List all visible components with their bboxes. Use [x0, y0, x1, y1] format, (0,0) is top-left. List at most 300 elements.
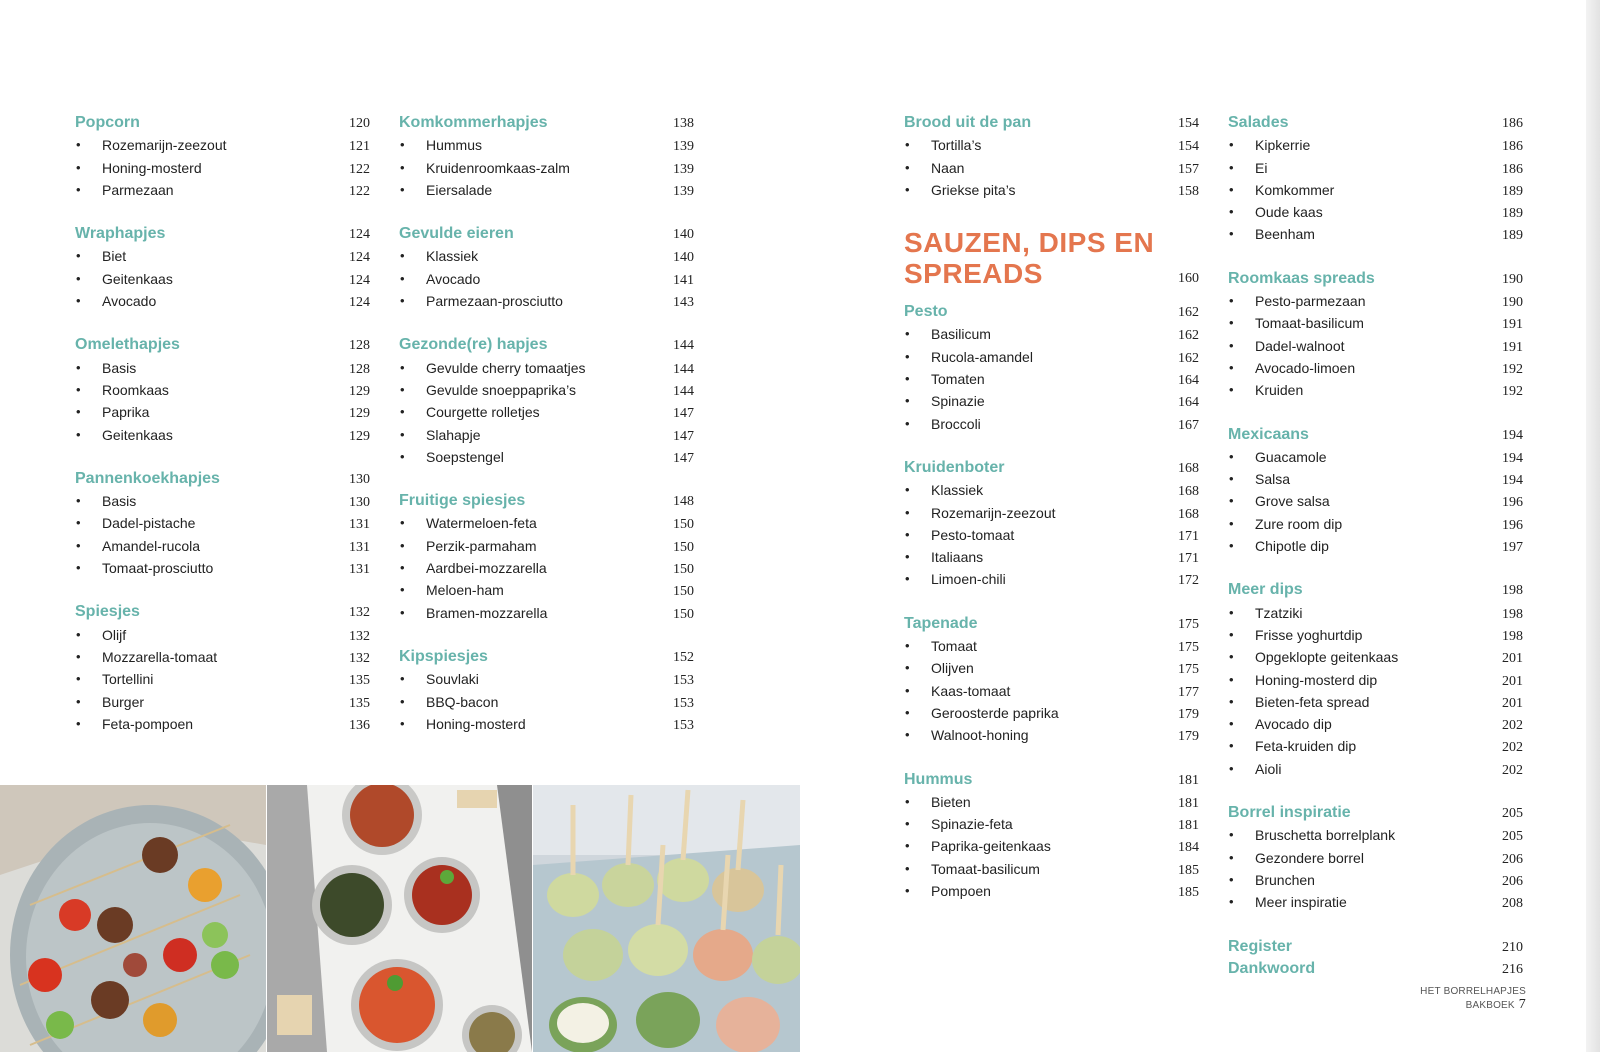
- toc-section: [75, 601, 370, 735]
- item-label: • Olijf: [75, 624, 126, 646]
- item-label: • Walnoot-honing: [904, 724, 1029, 746]
- toc-item: [399, 424, 694, 446]
- item-page: 144: [673, 361, 694, 377]
- item-page: 191: [1502, 339, 1523, 355]
- section-title: Borrel inspiratie: [1228, 804, 1351, 822]
- item-label: • Meer inspiratie: [1228, 891, 1347, 913]
- extra-title: Dankwoord: [1228, 959, 1316, 977]
- toc-section: [75, 223, 370, 312]
- toc-item: [75, 490, 370, 512]
- toc-section: [904, 457, 1199, 591]
- item-label: • Burger: [75, 691, 144, 713]
- toc-section: [399, 646, 694, 735]
- toc-section-heading: [399, 490, 694, 512]
- toc-item: [1228, 669, 1523, 691]
- section-title: Gevulde eieren: [399, 225, 514, 243]
- item-page: 121: [349, 139, 370, 155]
- toc-section-heading: [75, 334, 370, 356]
- toc-item: [904, 568, 1199, 590]
- section-page: 140: [673, 227, 694, 243]
- item-page: 172: [1178, 573, 1199, 589]
- toc-item: [904, 524, 1199, 546]
- section-title: Komkommerhapjes: [399, 114, 548, 131]
- section-page: 132: [349, 605, 370, 621]
- item-label: • Paprika-geitenkaas: [904, 835, 1051, 857]
- item-page: 168: [1178, 506, 1199, 522]
- toc-section: [75, 468, 370, 579]
- item-page: 201: [1502, 651, 1523, 667]
- item-page: 208: [1502, 896, 1523, 912]
- item-label: • Italiaans: [904, 546, 983, 568]
- toc-item: [399, 535, 694, 557]
- item-page: 171: [1178, 528, 1199, 544]
- toc-item: [904, 390, 1199, 412]
- toc-section-heading: [75, 112, 370, 134]
- item-label: • Zure room dip: [1228, 513, 1342, 535]
- footer-page-number: 7: [1518, 997, 1526, 1012]
- toc-item: [75, 379, 370, 401]
- item-label: • Roomkaas: [75, 379, 169, 401]
- item-label: • Avocado dip: [1228, 713, 1332, 735]
- toc-item: [75, 646, 370, 668]
- item-label: • Spinazie: [904, 390, 985, 412]
- item-label: • Tomaat: [904, 635, 977, 657]
- toc-item: [75, 535, 370, 557]
- item-page: 131: [349, 539, 370, 555]
- item-page: 194: [1502, 450, 1523, 466]
- toc-item: [1228, 735, 1523, 757]
- item-label: • Basilicum: [904, 323, 991, 345]
- item-label: • Tomaat-prosciutto: [75, 557, 213, 579]
- item-page: 128: [349, 361, 370, 377]
- toc-section-heading: [904, 613, 1199, 635]
- item-page: 202: [1502, 762, 1523, 778]
- section-page: 162: [1178, 305, 1199, 321]
- item-page: 186: [1502, 139, 1523, 155]
- toc-item: [75, 290, 370, 312]
- item-page: 153: [673, 673, 694, 689]
- item-label: • Naan: [904, 157, 964, 179]
- toc-item: [904, 813, 1199, 835]
- toc-column-2: [399, 112, 694, 757]
- toc-item: [904, 724, 1199, 746]
- toc-item: [904, 546, 1199, 568]
- item-label: • Tomaat-basilicum: [904, 858, 1040, 880]
- toc-item: [399, 357, 694, 379]
- item-label: • Beenham: [1228, 223, 1315, 245]
- toc-item: [1228, 824, 1523, 846]
- toc-item: [75, 357, 370, 379]
- toc-item: [904, 502, 1199, 524]
- toc-section: [904, 112, 1199, 201]
- item-page: 186: [1502, 161, 1523, 177]
- toc-column-4: [1228, 112, 1523, 980]
- item-page: 185: [1178, 885, 1199, 901]
- item-page: 144: [673, 383, 694, 399]
- toc-item: [1228, 869, 1523, 891]
- section-page: 124: [349, 227, 370, 243]
- item-label: • Aardbei-mozzarella: [399, 557, 547, 579]
- zucchini-rolls-photo: [533, 785, 800, 1052]
- item-page: 196: [1502, 517, 1523, 533]
- item-page: 129: [349, 406, 370, 422]
- item-page: 189: [1502, 228, 1523, 244]
- toc-item: [75, 713, 370, 735]
- item-label: • Parmezaan: [75, 179, 174, 201]
- toc-item: [904, 413, 1199, 435]
- section-title: Meer dips: [1228, 581, 1303, 599]
- toc-section-heading: [1228, 579, 1523, 601]
- item-page: 130: [349, 495, 370, 511]
- item-page: 139: [673, 161, 694, 177]
- item-label: • Broccoli: [904, 413, 981, 435]
- item-label: • Amandel-rucola: [75, 535, 200, 557]
- item-page: 177: [1178, 684, 1199, 700]
- item-label: • Pesto-tomaat: [904, 524, 1014, 546]
- toc-item: [1228, 223, 1523, 245]
- item-label: • Feta-kruiden dip: [1228, 735, 1356, 757]
- item-page: 158: [1178, 183, 1199, 199]
- item-label: • BBQ-bacon: [399, 691, 498, 713]
- toc-item: [75, 245, 370, 267]
- item-label: • Rozemarijn-zeezout: [75, 134, 227, 156]
- toc-section-heading: [1228, 802, 1523, 824]
- item-page: 147: [673, 428, 694, 444]
- item-page: 139: [673, 183, 694, 199]
- item-page: 135: [349, 673, 370, 689]
- section-page: 198: [1502, 583, 1523, 599]
- item-page: 140: [673, 250, 694, 266]
- section-page: 148: [673, 494, 694, 510]
- section-title: Gezonde(re) hapjes: [399, 336, 548, 354]
- toc-extra-heading: [1228, 958, 1523, 980]
- toc-section-heading: [399, 646, 694, 668]
- item-page: 131: [349, 517, 370, 533]
- toc-section-heading: [75, 601, 370, 623]
- toc-column-3: [904, 112, 1199, 924]
- toc-item: [1228, 891, 1523, 913]
- toc-section: [399, 490, 694, 624]
- item-label: • Souvlaki: [399, 668, 479, 690]
- section-title: Brood uit de pan: [904, 114, 1032, 131]
- item-label: • Oude kaas: [1228, 201, 1323, 223]
- section-title: Omelethapjes: [75, 336, 180, 354]
- item-page: 181: [1178, 818, 1199, 834]
- page-footer: [1380, 986, 1526, 1013]
- item-page: 198: [1502, 628, 1523, 644]
- item-label: • Mozzarella-tomaat: [75, 646, 217, 668]
- toc-section: [1228, 424, 1523, 558]
- item-label: • Basis: [75, 490, 136, 512]
- pesto-bowls-photo: [267, 785, 532, 1052]
- item-label: • Tzatziki: [1228, 602, 1302, 624]
- item-label: • Opgeklopte geitenkaas: [1228, 646, 1398, 668]
- section-page: 128: [349, 338, 370, 354]
- toc-item: [75, 557, 370, 579]
- toc-item: [399, 602, 694, 624]
- section-title: Wraphapjes: [75, 225, 166, 243]
- item-page: 164: [1178, 395, 1199, 411]
- item-page: 141: [673, 272, 694, 288]
- item-page: 197: [1502, 540, 1523, 556]
- item-page: 179: [1178, 706, 1199, 722]
- item-page: 201: [1502, 673, 1523, 689]
- section-title: Hummus: [904, 770, 973, 788]
- section-page: 152: [673, 649, 694, 665]
- item-page: 122: [349, 183, 370, 199]
- item-label: • Rozemarijn-zeezout: [904, 502, 1056, 524]
- item-label: • Honing-mosterd: [399, 713, 526, 735]
- toc-item: [1228, 602, 1523, 624]
- toc-section: [1228, 268, 1523, 402]
- item-page: 147: [673, 450, 694, 466]
- section-title: Salades: [1228, 114, 1289, 131]
- item-page: 175: [1178, 640, 1199, 656]
- toc-section-heading: [75, 468, 370, 490]
- item-page: 153: [673, 717, 694, 733]
- section-page: 168: [1178, 460, 1199, 476]
- item-label: • Bramen-mozzarella: [399, 602, 547, 624]
- toc-item: [1228, 468, 1523, 490]
- toc-item: [75, 134, 370, 156]
- toc-item: [1228, 758, 1523, 780]
- toc-item: [904, 346, 1199, 368]
- toc-item: [904, 368, 1199, 390]
- section-title: Pesto: [904, 303, 948, 321]
- section-page: 138: [673, 116, 694, 131]
- item-page: 129: [349, 428, 370, 444]
- toc-item: [904, 702, 1199, 724]
- item-page: 205: [1502, 829, 1523, 845]
- section-page: 181: [1178, 772, 1199, 788]
- toc-item: [75, 268, 370, 290]
- toc-item: [1228, 446, 1523, 468]
- toc-item: [399, 268, 694, 290]
- item-page: 150: [673, 584, 694, 600]
- item-label: • Geitenkaas: [75, 424, 173, 446]
- toc-section-heading: [399, 223, 694, 245]
- item-page: 198: [1502, 606, 1523, 622]
- toc-section: [399, 223, 694, 312]
- item-page: 162: [1178, 328, 1199, 344]
- item-label: • Frisse yoghurtdip: [1228, 624, 1362, 646]
- section-title: Popcorn: [75, 114, 140, 131]
- item-label: • Gevulde cherry tomaatjes: [399, 357, 586, 379]
- toc-item: [1228, 847, 1523, 869]
- item-label: • Tortilla’s: [904, 134, 981, 156]
- section-page: 144: [673, 338, 694, 354]
- toc-item: [1228, 290, 1523, 312]
- toc-section-heading: [904, 457, 1199, 479]
- toc-item: [399, 512, 694, 534]
- toc-section: [75, 334, 370, 445]
- toc-section-heading: [904, 112, 1199, 134]
- toc-item: [75, 624, 370, 646]
- toc-item: [904, 858, 1199, 880]
- item-page: 122: [349, 161, 370, 177]
- item-label: • Pesto-parmezaan: [1228, 290, 1366, 312]
- item-label: • Paprika: [75, 401, 149, 423]
- toc-item: [904, 179, 1199, 201]
- item-label: • Tortellini: [75, 668, 153, 690]
- item-page: 189: [1502, 183, 1523, 199]
- section-title: Spiesjes: [75, 603, 140, 621]
- toc-item: [399, 379, 694, 401]
- toc-section: [904, 301, 1199, 435]
- item-label: • Hummus: [399, 134, 482, 156]
- section-page: 194: [1502, 427, 1523, 443]
- item-label: • Kipkerrie: [1228, 134, 1310, 156]
- item-label: • Klassiek: [399, 245, 478, 267]
- item-label: • Guacamole: [1228, 446, 1327, 468]
- item-page: 185: [1178, 862, 1199, 878]
- toc-item: [75, 179, 370, 201]
- item-label: • Kruidenroomkaas-zalm: [399, 157, 570, 179]
- section-page: 186: [1502, 116, 1523, 131]
- item-label: • Avocado: [399, 268, 480, 290]
- item-label: • Biet: [75, 245, 126, 267]
- item-page: 192: [1502, 384, 1523, 400]
- section-page: 130: [349, 471, 370, 487]
- toc-extra-heading: [1228, 936, 1523, 958]
- item-page: 150: [673, 517, 694, 533]
- item-label: • Olijven: [904, 657, 974, 679]
- item-page: 154: [1178, 139, 1199, 155]
- item-page: 184: [1178, 840, 1199, 856]
- toc-item: [1228, 624, 1523, 646]
- item-label: • Honing-mosterd: [75, 157, 202, 179]
- toc-item: [1228, 379, 1523, 401]
- item-page: 129: [349, 383, 370, 399]
- item-label: • Perzik-parmaham: [399, 535, 536, 557]
- toc-item: [399, 134, 694, 156]
- item-label: • Watermeloen-feta: [399, 512, 537, 534]
- toc-item: [1228, 179, 1523, 201]
- item-page: 189: [1502, 206, 1523, 222]
- toc-section-heading: [75, 223, 370, 245]
- toc-item: [1228, 691, 1523, 713]
- item-page: 179: [1178, 729, 1199, 745]
- toc-item: [904, 479, 1199, 501]
- item-page: 171: [1178, 551, 1199, 567]
- chapter-heading: [904, 227, 1154, 289]
- toc-item: [1228, 535, 1523, 557]
- toc-item: [399, 691, 694, 713]
- item-page: 147: [673, 406, 694, 422]
- section-title: Tapenade: [904, 614, 978, 632]
- item-page: 124: [349, 250, 370, 266]
- item-label: • Soepstengel: [399, 446, 504, 468]
- item-label: • Salsa: [1228, 468, 1290, 490]
- section-title: Roomkaas spreads: [1228, 269, 1375, 287]
- item-page: 131: [349, 562, 370, 578]
- item-label: • Chipotle dip: [1228, 535, 1329, 557]
- toc-item: [1228, 201, 1523, 223]
- toc-item: [1228, 134, 1523, 156]
- item-page: 168: [1178, 484, 1199, 500]
- item-label: • Gevulde snoeppaprika’s: [399, 379, 576, 401]
- toc-item: [904, 835, 1199, 857]
- item-page: 157: [1178, 161, 1199, 177]
- item-label: • Basis: [75, 357, 136, 379]
- item-label: • Geroosterde paprika: [904, 702, 1059, 724]
- item-label: • Rucola-amandel: [904, 346, 1033, 368]
- toc-section-heading: [1228, 112, 1523, 134]
- footer-book-title: HET BORRELHAPJES BAKBOEK: [1420, 986, 1526, 1011]
- toc-section: [904, 769, 1199, 903]
- item-page: 162: [1178, 350, 1199, 366]
- item-page: 206: [1502, 851, 1523, 867]
- toc-item: [399, 245, 694, 267]
- section-title: Mexicaans: [1228, 425, 1309, 443]
- item-page: 175: [1178, 662, 1199, 678]
- item-page: 132: [349, 650, 370, 666]
- item-label: • Bieten: [904, 791, 971, 813]
- toc-item: [399, 179, 694, 201]
- item-label: • Gezondere borrel: [1228, 847, 1364, 869]
- item-page: 181: [1178, 795, 1199, 811]
- item-label: • Kaas-tomaat: [904, 680, 1010, 702]
- toc-item: [904, 680, 1199, 702]
- toc-item: [1228, 713, 1523, 735]
- toc-item: [399, 401, 694, 423]
- item-label: • Limoen-chili: [904, 568, 1006, 590]
- item-label: • Slahapje: [399, 424, 481, 446]
- toc-item: [399, 290, 694, 312]
- chapter-page: 160: [1178, 271, 1199, 287]
- toc-item: [1228, 312, 1523, 334]
- toc-item: [399, 446, 694, 468]
- section-title: Fruitige spiesjes: [399, 492, 526, 510]
- toc-item: [1228, 357, 1523, 379]
- toc-item: [399, 557, 694, 579]
- page-gutter-shadow: [1586, 0, 1600, 1052]
- item-label: • Komkommer: [1228, 179, 1334, 201]
- item-label: • Bruschetta borrelplank: [1228, 824, 1395, 846]
- item-page: 153: [673, 695, 694, 711]
- toc-item: [1228, 646, 1523, 668]
- section-page: 190: [1502, 271, 1523, 287]
- toc-item: [1228, 157, 1523, 179]
- item-page: 136: [349, 717, 370, 733]
- item-page: 150: [673, 539, 694, 555]
- toc-section: [1228, 802, 1523, 913]
- item-page: 196: [1502, 495, 1523, 511]
- toc-item: [1228, 513, 1523, 535]
- item-page: 194: [1502, 473, 1523, 489]
- item-label: • Klassiek: [904, 479, 983, 501]
- item-label: • Dadel-pistache: [75, 512, 195, 534]
- item-label: • Tomaten: [904, 368, 985, 390]
- chapter-heading-line-1: SAUZEN, DIPS EN: [904, 227, 1155, 259]
- toc-item: [904, 134, 1199, 156]
- toc-section-heading: [399, 112, 694, 134]
- toc-item: [399, 668, 694, 690]
- chapter-heading-row: [904, 223, 1199, 289]
- toc-section: [1228, 579, 1523, 780]
- toc-column-1: [75, 112, 370, 757]
- toc-item: [75, 691, 370, 713]
- item-page: 124: [349, 272, 370, 288]
- toc-item: [904, 880, 1199, 902]
- item-label: • Avocado: [75, 290, 156, 312]
- toc-section-heading: [399, 334, 694, 356]
- toc-item: [75, 401, 370, 423]
- item-page: 132: [349, 628, 370, 644]
- item-label: • Meloen-ham: [399, 579, 504, 601]
- toc-item: [1228, 490, 1523, 512]
- toc-section: [399, 112, 694, 201]
